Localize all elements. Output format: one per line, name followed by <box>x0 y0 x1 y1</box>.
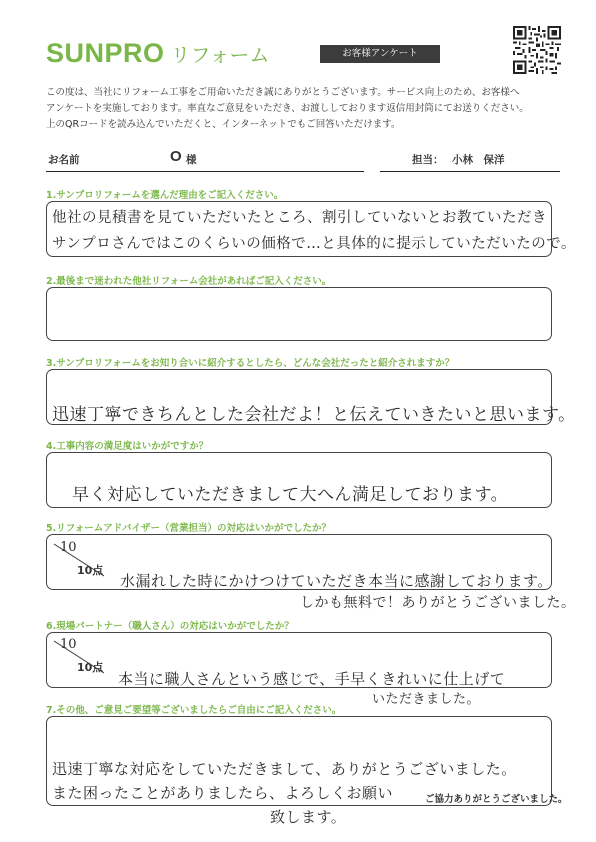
score-5-printed: 10点 <box>77 564 104 577</box>
name-value: O <box>170 148 182 165</box>
intro-text <box>46 85 566 133</box>
answer-4-line-1: 早く対応していただきまして大へん満足しております。 <box>72 485 509 505</box>
answer-7-line-1: 迅速丁寧な対応をしていただきまして、ありがとうございました。 <box>52 760 517 778</box>
staff-field <box>380 150 560 172</box>
staff-value: 小林 保洋 <box>452 154 505 166</box>
name-suffix: 様 <box>186 154 197 166</box>
question-7-label: 7.その他、ご意見ご要望等ございましたらご自由にご記入ください。 <box>46 705 342 716</box>
question-5-label: 5.リフォームアドバイザー（営業担当）の対応はいかがでしたか？ <box>46 523 332 534</box>
question-6-label: 6.現場パートナー（職人さん）の対応はいかがでしたか？ <box>46 621 294 632</box>
score-6-printed: 10点 <box>77 661 104 674</box>
thanks-message: ご協力ありがとうございました。 <box>425 794 568 805</box>
intro-line: この度は、当社にリフォーム工事をご用命いただき誠にありがとうございます。サービス向上のため、お客様へ <box>46 87 520 98</box>
answer-7-line-3: 致します。 <box>270 808 347 826</box>
answer-1-line-1: 他社の見積書を見ていただいたところ、割引していないとお教ていただき <box>52 210 547 226</box>
question-1-label: 1.サンプロリフォームを選んだ理由をご記入ください。 <box>46 190 284 201</box>
intro-line: 上のQRコードを読み込んでいただくと、インターネットでもご回答いただけます。 <box>46 119 401 130</box>
logo-subtitle: リフォーム <box>170 43 270 67</box>
score-6-written: 10 <box>60 637 77 652</box>
logo-wordmark: SUNPRO <box>46 38 165 68</box>
question-3-label: 3.サンプロリフォームをお知り合いに紹介するとしたら、どんな会社だったと紹介されますか？ <box>46 358 455 369</box>
question-2-label: 2.最後まで迷われた他社リフォーム会社があればご記入ください。 <box>46 276 332 287</box>
brand-logo <box>46 38 270 69</box>
qr-code-icon <box>512 26 562 74</box>
question-4-label: 4.工事内容の満足度はいかがですか？ <box>46 441 209 452</box>
answer-box-2 <box>46 287 552 341</box>
answer-7-line-2: また困ったことがありましたら、よろしくお願い <box>52 784 394 802</box>
customer-name-field <box>46 150 364 172</box>
form-title-badge: お客様アンケート <box>320 45 440 63</box>
answer-6-line-2: いただきました。 <box>372 692 481 707</box>
name-label: お名前 <box>48 154 80 166</box>
staff-label: 担当： <box>412 154 444 166</box>
score-box-5 <box>50 540 110 580</box>
answer-6-line-1: 本当に職人さんという感じで、手早くきれいに仕上げて <box>118 670 506 688</box>
answer-1-line-2: サンプロさんではこのくらいの価格で…と具体的に提示していただいたので。 <box>52 236 576 252</box>
score-box-6 <box>50 637 110 677</box>
intro-line: アンケートを実施しております。率直なご意見をいただき、お渡ししております返信用封筒にてお送りください。 <box>46 103 529 114</box>
answer-3-line-1: 迅速丁寧できちんとした会社だよ！と伝えていきたいと思います。 <box>52 405 576 425</box>
answer-5-line-2: しかも無料で！ありがとうございました。 <box>300 595 576 611</box>
answer-5-line-1: 水漏れした時にかけつけていただき本当に感謝しております。 <box>120 572 553 590</box>
score-5-written: 10 <box>60 540 77 555</box>
